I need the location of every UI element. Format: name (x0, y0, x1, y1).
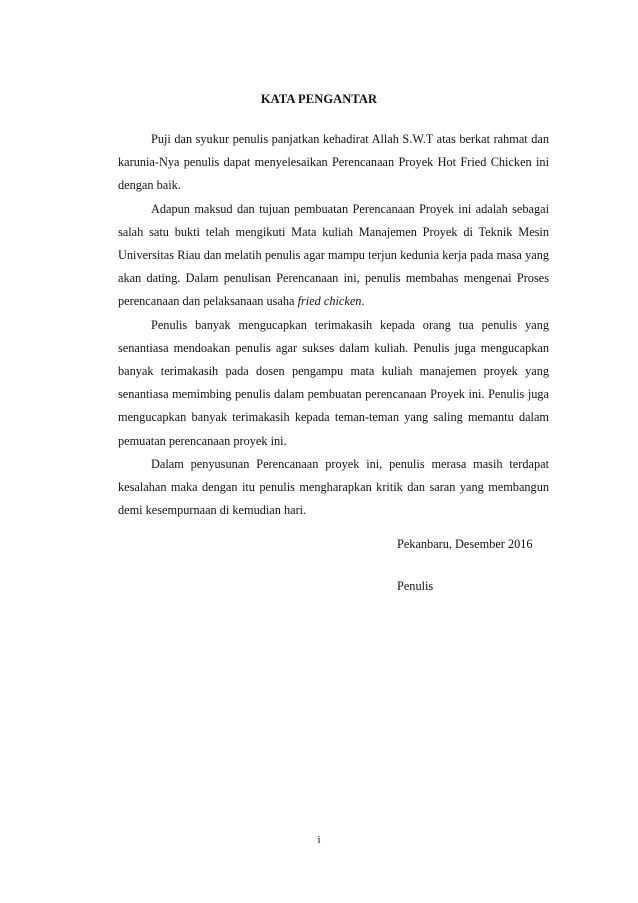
page-number: i (317, 834, 321, 846)
paragraph-2-end: . (361, 294, 365, 309)
paragraph-2-text: Adapun maksud dan tujuan pembuatan Perencanaan Proyek ini adalah sebagai salah satu bukti telah mengikuti Mata kuliah Manajemen Proyek di Teknik Mesin Universitas Riau dan melatih penulis agar mampu terjun kedunia kerja pada masa yang akan dating. Dalam penulisan Perencanaan ini, penulis membahas mengenai Proses perencanaan dan pelaksanaan usaha (118, 201, 549, 309)
page-title: KATA PENGANTAR (260, 92, 378, 106)
paragraph-1: Puji dan syukur penulis panjatkan kehadirat Allah S.W.T atas berkat rahmat dan karunia-Nya penulis dapat menyelesaikan Perencanaan Proyek Hot Fried Chicken ini dengan baik. (118, 132, 549, 193)
paragraph-2 (118, 198, 549, 314)
paragraph-3: Penulis banyak mengucapkan terimakasih kepada orang tua penulis yang senantiasa mendoakan penulis agar sukses dalam kuliah. Penulis juga mengucapkan banyak terimakasih pada dosen pengampu mata kuliah manajemen proyek yang senantiasa memimbing penulis dalam pembuatan perencanaan Proyek ini. Penulis juga mengucapkan banyak terimakasih kepada teman-teman yang saling memantu dalam pemuatan perencanaan proyek ini. (118, 317, 549, 448)
paragraph-4: Dalam penyusunan Perencanaan proyek ini, penulis merasa masih terdapat kesalahan maka dengan itu penulis mengharapkan kritik dan saran yang membangun demi kesempurnaan di kemudian hari. (118, 456, 549, 518)
paragraph-2-italic-term: fried chicken (297, 294, 362, 309)
body-text (118, 128, 549, 522)
place-date: Pekanbaru, Desember 2016 (397, 537, 533, 551)
signer-name: Penulis (397, 579, 434, 593)
